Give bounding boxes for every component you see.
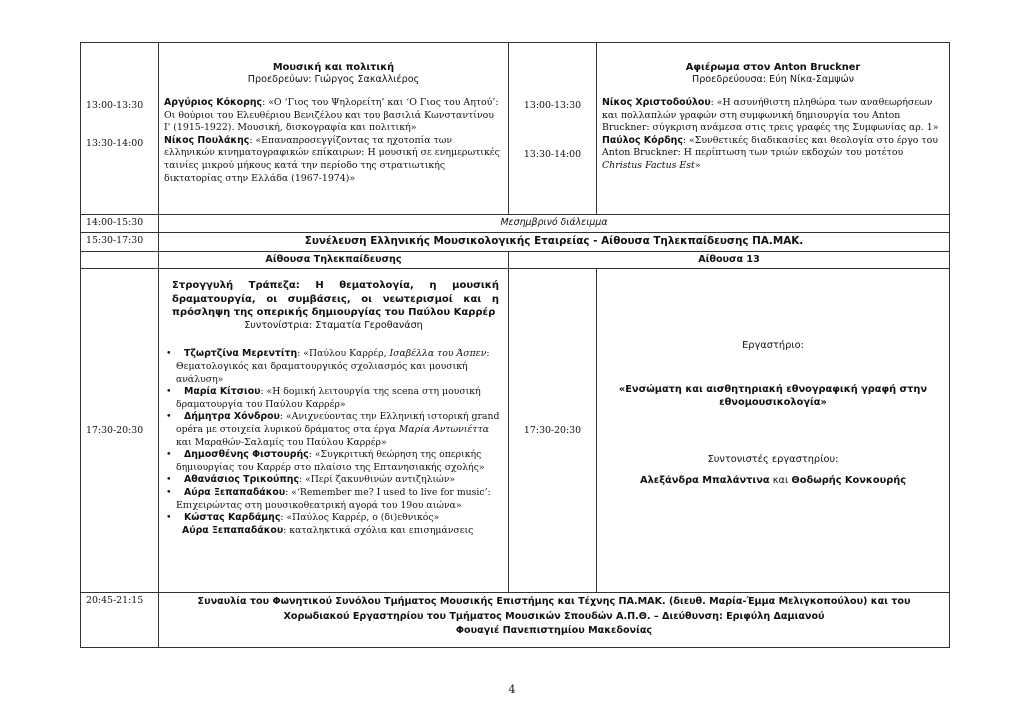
workshop-title: «Ενσώματη και αισθητηριακή εθνογραφική γραφή στην εθνομουσικολογία» — [618, 383, 928, 408]
talk-title: : «Ανιχνεύοντας την Ελληνική ιστορική grand opéra με στοιχεία λυρικού δράματος στα έργα — [176, 411, 500, 435]
speaker: Κώστας Καρδάμης — [184, 512, 281, 524]
talk — [164, 97, 503, 135]
roundtable-title: Στρογγυλή Τράπεζα: Η θεματολογία, η μουσική δραματουργία, οι συμβάσεις, οι νεωτερισμοί και η πρόσληψη της οπερικής δημιουργίας του Παύλου Καρρέρ — [172, 280, 499, 319]
empty-cell — [81, 251, 159, 269]
speaker: Αύρα Ξεπαπαδάκου — [184, 486, 286, 498]
room-right: Αίθουσα 13 — [509, 251, 950, 269]
lunch-row — [81, 215, 950, 233]
time-slot-1: 13:00-13:30 — [523, 100, 582, 111]
work-title: Μαρία Αντωνιέττα — [398, 423, 489, 435]
work-title: Ισαβέλλα του Άσπεν — [389, 348, 487, 360]
workshop-time-cell — [509, 269, 597, 593]
roundtable-time: 17:30-20:30 — [86, 424, 144, 436]
talk-title: : «‘Remember me? I used to live for music’: Επιχειρώντας στη μουσικοθεατρική αγορά του 19ου αιώνα» — [176, 486, 491, 511]
closing-speaker: Αύρα Ξεπαπαδάκου — [182, 524, 284, 536]
assembly-time: 15:30-17:30 — [81, 232, 159, 251]
talk-title: : «Παύλος Καρρέρ, ο (δι)εθνικός» — [280, 512, 440, 524]
coordinator-1: Αλεξάνδρα Μπαλάντινα — [639, 474, 770, 486]
speaker: Νίκος Χριστοδούλου — [602, 96, 711, 108]
workshop-label: Εργαστήριο: — [742, 340, 804, 352]
speaker: Δήμητρα Χόνδρου — [184, 411, 280, 423]
and-word: και — [772, 474, 789, 486]
talk-title: : «Ο ‘Γιος του Ψηλορείτη’ και ‘Ο Γιος του Αητού’: Οι θούριοι του Ελευθέριου Βενιζέλου και του βασιλιά Κωνσταντίνου Ι' (1915-1922). Μουσική, δισκογραφία και πολιτική» — [164, 96, 499, 134]
session-chair: Προεδρεύουσα: Εύη Νίκα-Σαμψών — [692, 74, 854, 86]
talk — [602, 97, 944, 135]
time-cell-left — [81, 43, 159, 215]
time-cell-right — [509, 43, 597, 215]
workshop-time: 17:30-20:30 — [523, 424, 582, 436]
speaker: Νίκος Πουλάκης — [164, 134, 250, 146]
talk — [602, 135, 944, 173]
closing-text: : καταληκτικά σχόλια και επισημάνσεις — [283, 524, 474, 536]
room-left: Αίθουσα Τηλεκπαίδευσης — [159, 251, 509, 269]
roundtable-row — [81, 269, 950, 593]
session-bruckner — [597, 43, 950, 215]
concert-description: Συναυλία του Φωνητικού Συνόλου Τμήματος Μουσικής Επιστήμης και Τέχνης ΠΑ.ΜΑΚ. (διευθ. Μαρία-Έμμα Μελιγκοπούλου) και του Χορωδιακού Εργαστηρίου του Τμήματος Μουσικών Σπουδών Α.Π.Θ. – Διεύθυνση: Εριφύλη Δαμιανού — [197, 596, 911, 622]
list-item — [176, 449, 503, 474]
session-title: Αφιέρωμα στον Anton Bruckner — [685, 62, 861, 73]
list-item — [176, 512, 503, 525]
time-slot-2: 13:30-14:00 — [86, 137, 144, 149]
parallel-sessions-row — [81, 43, 950, 215]
talk — [164, 135, 503, 185]
roundtable-coordinator: Συντονίστρια: Σταματία Γεροθανάση — [244, 319, 423, 331]
talk-title: : «Η δομική λειτουργία της scena στη μουσική δραματουργία του Παύλου Καρρέρ» — [176, 386, 481, 410]
list-item — [176, 411, 503, 449]
session-politics — [159, 43, 509, 215]
coordinator-2: Θοδωρής Κονκουρής — [791, 474, 907, 486]
talk-title-end: » — [694, 159, 701, 171]
time-slot-1: 13:00-13:30 — [86, 100, 144, 111]
lunch-label: Μεσημβρινό διάλειμμα — [159, 215, 950, 233]
talk-title: : «Συγκριτική θεώρηση της οπερικής δημιουργίας του Καρρέρ στο πλαίσιο της Επτανησιακής σχολής» — [176, 449, 485, 473]
speaker: Αργύριος Κόκορης — [164, 96, 263, 108]
list-item — [176, 386, 503, 411]
list-item — [176, 474, 503, 487]
workshop — [597, 269, 950, 593]
talk-title-end: : Θεματολογικός και δραματουργικός σχολιασμός και μουσική ανάλυση» — [176, 348, 490, 385]
concert-time: 20:45-21:15 — [81, 593, 159, 648]
assembly-label: Συνέλευση Ελληνικής Μουσικολογικής Εταιρείας - Αίθουσα Τηλεκπαίδευσης ΠΑ.ΜΑΚ. — [159, 232, 950, 251]
talk-title: : «Επαναπροσεγγίζοντας τα ηχοτοπία των ελληνικών κινηματογραφικών επίκαιρων: Η μουσική σε ενημερωτικές ταινίες μικρού μήκους κατά την περίοδο της στρατιωτικής δικτατορίας στην Ελλάδα (1967-1974)» — [164, 134, 500, 184]
speaker: Αθανάσιος Τρικούπης — [184, 474, 300, 486]
speaker: Παύλος Κόρδης — [602, 134, 683, 146]
lunch-time: 14:00-15:30 — [81, 215, 159, 233]
roundtable — [159, 269, 509, 593]
list-item — [176, 487, 503, 512]
concert-venue: Φουαγιέ Πανεπιστημίου Μακεδονίας — [455, 625, 653, 637]
roundtable-time-cell — [81, 269, 159, 593]
roundtable-talks — [164, 348, 503, 524]
concert-cell — [159, 593, 950, 648]
talk-title: : «Περί ζακυνθινών αντιζηλιών» — [299, 474, 456, 486]
workshop-coordinators-label: Συντονιστές εργαστηρίου: — [707, 453, 839, 465]
talk-title: : «Συνθετικές διαδικασίες και θεολογία στο έργο του Anton Bruckner: Η περίπτωση των τριών εκδοχών του μοτέτου — [602, 134, 938, 159]
programme-table — [80, 42, 950, 648]
assembly-row — [81, 232, 950, 251]
speaker: Δημοσθένης Φιστουρής — [184, 449, 309, 461]
page-number: 4 — [508, 683, 516, 696]
talk-title-end: και Μαραθών-Σαλαμίς του Παύλου Καρρέρ» — [176, 436, 387, 448]
talk-title: : «Παύλου Καρρέρ, — [297, 348, 390, 360]
closing-remarks — [164, 525, 503, 538]
time-slot-2: 13:30-14:00 — [523, 148, 582, 160]
speaker: Μαρία Κίτσιου — [184, 386, 261, 398]
session-chair: Προεδρεύων: Γιώργος Σακαλλιέρος — [247, 74, 420, 86]
speaker: Τζωρτζίνα Μερεντίτη — [184, 348, 298, 360]
list-item — [176, 348, 503, 386]
session-title: Μουσική και πολιτική — [272, 62, 395, 73]
workshop-coordinators — [602, 474, 944, 487]
rooms-row — [81, 251, 950, 269]
talk-title: : «Η ασυνήθιστη πληθώρα των αναθεωρήσεων και πολλαπλών γραφών στη συμφωνική δημιουργία του Anton Bruckner: σύγκριση ανάμεσα στις τρεις γραφές της Συμφωνίας αρ. 1» — [602, 96, 939, 134]
concert-row — [81, 593, 950, 648]
work-title: Christus Factus Est — [602, 159, 695, 171]
